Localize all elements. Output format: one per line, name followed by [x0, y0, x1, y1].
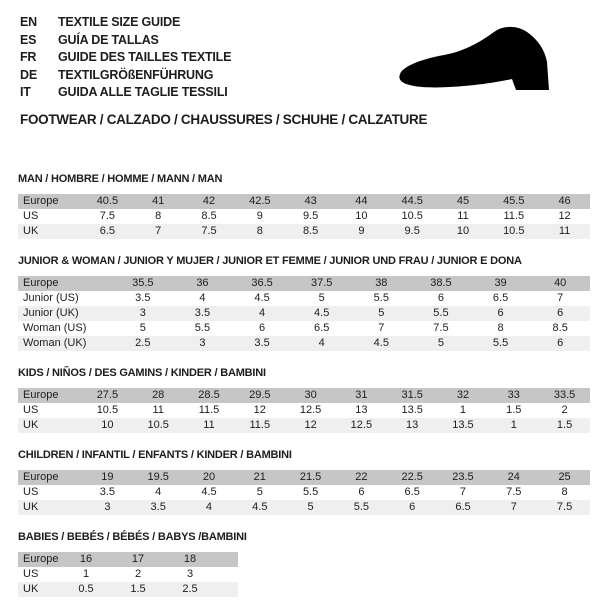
language-label: TEXTILE SIZE GUIDE	[58, 15, 181, 29]
size-cell: 7	[378, 322, 385, 334]
size-cell: 2	[134, 568, 142, 580]
row-label: Europe	[23, 471, 59, 483]
size-cell: 5.5	[194, 322, 211, 334]
size-cell: 5.5	[433, 307, 449, 319]
size-cell: 4	[155, 486, 162, 498]
size-cell: 5.5	[492, 337, 509, 349]
size-cell: 2.5	[182, 583, 198, 595]
size-cell: 8.5	[302, 225, 319, 237]
table-row	[18, 388, 590, 403]
size-cell: 10.5	[401, 210, 423, 222]
size-cell: 3.5	[254, 337, 270, 349]
size-cell: 4.5	[373, 337, 389, 349]
size-cell: 9	[358, 225, 365, 237]
size-tables	[18, 173, 590, 597]
size-cell: 10.5	[147, 419, 169, 431]
row-label: UK	[23, 501, 39, 513]
size-cell: 6	[557, 307, 564, 319]
size-cell: 32	[456, 389, 470, 401]
size-cell: 38	[375, 277, 388, 289]
size-cell: 12.5	[350, 419, 373, 431]
table-row	[18, 500, 590, 515]
size-cell: 20	[202, 471, 216, 483]
size-cell: 9.5	[404, 225, 420, 237]
size-cell: 10	[456, 225, 470, 237]
size-cell: 10.5	[503, 225, 525, 237]
size-cell: 5	[378, 307, 385, 319]
size-cell: 21	[253, 471, 266, 483]
table-row	[18, 470, 590, 485]
size-cell: 42.5	[249, 195, 271, 207]
row-label: US	[23, 404, 39, 416]
size-cell: 6	[437, 292, 444, 304]
size-cell: 7	[459, 486, 467, 498]
size-cell: 7.5	[99, 210, 116, 222]
language-code: DE	[20, 67, 37, 82]
row-label: Woman (UK)	[23, 337, 87, 349]
size-cell: 6	[358, 486, 365, 498]
size-table-section	[18, 367, 590, 433]
size-cell: 8.5	[201, 210, 217, 222]
size-cell: 5.5	[373, 292, 389, 304]
size-cell: 10	[101, 419, 114, 431]
size-cell: 19.5	[147, 471, 169, 483]
size-cell: 4.5	[201, 486, 217, 498]
size-cell: 11	[203, 419, 215, 431]
size-cell: 12	[253, 404, 266, 416]
size-cell: 1	[82, 568, 90, 580]
size-cell: 8	[256, 225, 263, 237]
size-cell: 22.5	[401, 471, 423, 483]
size-cell: 5.5	[302, 486, 319, 498]
row-label: Europe	[23, 389, 59, 401]
table-title: KIDS / NIÑOS / DES GAMINS / KINDER / BAMBINI	[18, 367, 266, 379]
size-cell: 8	[497, 322, 504, 334]
size-cell: 11	[152, 404, 164, 416]
size-cell: 18	[183, 553, 197, 565]
size-cell: 8.5	[552, 322, 568, 334]
size-cell: 16	[79, 553, 93, 565]
table-title: MAN / HOMBRE / HOMME / MANN / MAN	[18, 173, 223, 185]
size-cell: 5	[437, 337, 444, 349]
row-label: UK	[23, 583, 39, 595]
row-label: UK	[23, 419, 39, 431]
size-cell: 5	[139, 322, 146, 334]
size-cell: 6	[409, 501, 416, 513]
size-cell: 2.5	[135, 337, 151, 349]
size-cell: 13.5	[401, 404, 423, 416]
size-cell: 6.5	[492, 292, 509, 304]
size-cell: 7	[557, 292, 564, 304]
size-table	[18, 194, 590, 239]
size-cell: 10	[355, 210, 368, 222]
size-cell: 28.5	[198, 389, 220, 401]
language-label: GUIDE DES TAILLES TEXTILE	[58, 50, 232, 64]
size-cell: 11	[558, 225, 571, 237]
size-cell: 7.5	[201, 225, 217, 237]
size-cell: 42	[202, 195, 216, 207]
table-row	[18, 485, 590, 500]
size-cell: 29.5	[249, 389, 271, 401]
size-cell: 46	[558, 195, 571, 207]
size-cell: 11.5	[198, 404, 220, 416]
size-cell: 12	[558, 210, 571, 222]
size-cell: 8	[155, 210, 162, 222]
size-cell: 21.5	[299, 471, 322, 483]
size-cell: 43	[304, 195, 317, 207]
size-cell: 19	[101, 471, 114, 483]
size-cell: 4	[199, 292, 206, 304]
size-cell: 13	[406, 419, 419, 431]
size-cell: 31.5	[401, 389, 423, 401]
shoe-icon	[394, 24, 566, 96]
size-cell: 13	[355, 404, 368, 416]
size-cell: 10.5	[96, 404, 119, 416]
table-row	[18, 567, 238, 582]
size-cell: 3	[139, 307, 146, 319]
size-cell: 11.5	[503, 210, 525, 222]
size-cell: 37.5	[310, 277, 333, 289]
size-table-section	[18, 531, 590, 597]
size-cell: 1	[459, 404, 467, 416]
size-table	[18, 276, 590, 351]
size-cell: 7	[510, 501, 517, 513]
header	[0, 0, 600, 132]
size-cell: 4.5	[254, 292, 270, 304]
size-cell: 1.5	[506, 404, 522, 416]
table-row	[18, 209, 590, 224]
size-cell: 7.5	[556, 501, 573, 513]
size-cell: 39	[494, 277, 507, 289]
size-cell: 6	[259, 322, 266, 334]
size-cell: 11	[457, 210, 469, 222]
table-row	[18, 306, 590, 321]
size-cell: 40	[554, 277, 567, 289]
table-row	[18, 321, 590, 336]
size-cell: 4	[318, 337, 325, 349]
size-cell: 2	[561, 404, 568, 416]
size-cell: 3.5	[135, 292, 151, 304]
language-code: IT	[20, 85, 31, 99]
size-cell: 44	[355, 195, 368, 207]
size-cell: 1.5	[130, 583, 146, 595]
size-cell: 8	[561, 486, 568, 498]
table-row	[18, 291, 590, 306]
row-label: Europe	[23, 553, 59, 565]
size-cell: 6	[497, 307, 504, 319]
size-cell: 5	[256, 486, 263, 498]
size-cell: 33	[507, 389, 520, 401]
size-cell: 6.5	[99, 225, 116, 237]
size-table	[18, 470, 590, 515]
size-table-section	[18, 449, 590, 515]
row-label: UK	[23, 225, 39, 237]
size-cell: 45.5	[503, 195, 525, 207]
row-label: Junior (US)	[23, 292, 79, 304]
category-line: FOOTWEAR / CALZADO / CHAUSSURES / SCHUHE / CALZATURE	[20, 111, 428, 127]
size-cell: 5	[318, 292, 325, 304]
size-cell: 4	[205, 501, 213, 513]
size-cell: 28	[152, 389, 165, 401]
size-cell: 45	[456, 195, 470, 207]
size-cell: 40.5	[96, 195, 119, 207]
row-label: US	[23, 486, 39, 498]
row-label: Woman (US)	[23, 322, 87, 334]
size-cell: 12.5	[299, 404, 322, 416]
table-row	[18, 552, 238, 567]
size-table	[18, 388, 590, 433]
table-row	[18, 194, 590, 209]
table-row	[18, 224, 590, 239]
size-cell: 3.5	[99, 486, 116, 498]
size-cell: 7.5	[433, 322, 449, 334]
size-cell: 44.5	[401, 195, 423, 207]
size-cell: 6.5	[314, 322, 330, 334]
size-cell: 22	[355, 471, 368, 483]
size-cell: 3	[186, 568, 194, 580]
size-cell: 17	[131, 553, 145, 565]
row-label: Europe	[23, 195, 59, 207]
size-cell: 6.5	[404, 486, 420, 498]
size-cell: 35.5	[132, 277, 154, 289]
size-cell: 0.5	[78, 583, 94, 595]
language-label: TEXTILGRÖßENFÜHRUNG	[58, 67, 214, 82]
size-cell: 9.5	[302, 210, 319, 222]
size-cell: 38.5	[430, 277, 452, 289]
size-cell: 36.5	[251, 277, 273, 289]
size-cell: 3.5	[150, 501, 166, 513]
size-cell: 9	[256, 210, 263, 222]
size-cell: 4.5	[252, 501, 268, 513]
size-cell: 31	[355, 389, 368, 401]
size-cell: 3.5	[194, 307, 211, 319]
language-label: GUÍA DE TALLAS	[58, 32, 159, 47]
table-row	[18, 582, 238, 597]
row-label: US	[23, 210, 39, 222]
size-cell: 27.5	[96, 389, 119, 401]
size-cell: 33.5	[553, 389, 576, 401]
size-cell: 1	[510, 419, 517, 431]
table-title: BABIES / BEBÉS / BÉBÉS / BABYS /BAMBINI	[18, 531, 247, 543]
size-table	[18, 552, 238, 597]
size-cell: 12	[304, 419, 317, 431]
table-row	[18, 403, 590, 418]
size-cell: 3	[199, 337, 206, 349]
size-table-section	[18, 255, 590, 351]
size-cell: 24	[507, 471, 520, 483]
language-code: FR	[20, 50, 37, 64]
size-cell: 3	[104, 501, 111, 513]
row-label: US	[23, 568, 39, 580]
size-cell: 41	[152, 195, 165, 207]
size-cell: 5	[307, 501, 314, 513]
table-title: JUNIOR & WOMAN / JUNIOR Y MUJER / JUNIOR ET FEMME / JUNIOR UND FRAU / JUNIOR E DONA	[18, 255, 522, 267]
language-code: ES	[20, 32, 37, 47]
size-cell: 25	[558, 471, 571, 483]
table-row	[18, 336, 590, 351]
size-cell: 7	[155, 225, 162, 237]
size-cell: 6.5	[455, 501, 471, 513]
table-title: CHILDREN / INFANTIL / ENFANTS / KINDER / BAMBINI	[18, 449, 292, 461]
table-row	[18, 276, 590, 291]
size-cell: 4	[259, 307, 266, 319]
size-cell: 13.5	[452, 419, 474, 431]
size-cell: 23.5	[452, 471, 474, 483]
row-label: Europe	[23, 277, 59, 289]
size-cell: 6	[557, 337, 564, 349]
language-code: EN	[20, 15, 37, 29]
size-cell: 7.5	[506, 486, 522, 498]
size-table-section	[18, 173, 590, 239]
size-cell: 5.5	[353, 501, 370, 513]
language-label: GUIDA ALLE TAGLIE TESSILI	[58, 85, 228, 99]
size-cell: 11.5	[249, 419, 271, 431]
row-label: Junior (UK)	[23, 307, 79, 319]
size-cell: 30	[304, 389, 317, 401]
size-cell: 1.5	[556, 419, 573, 431]
size-cell: 4.5	[314, 307, 330, 319]
table-row	[18, 418, 590, 433]
size-cell: 36	[196, 277, 209, 289]
